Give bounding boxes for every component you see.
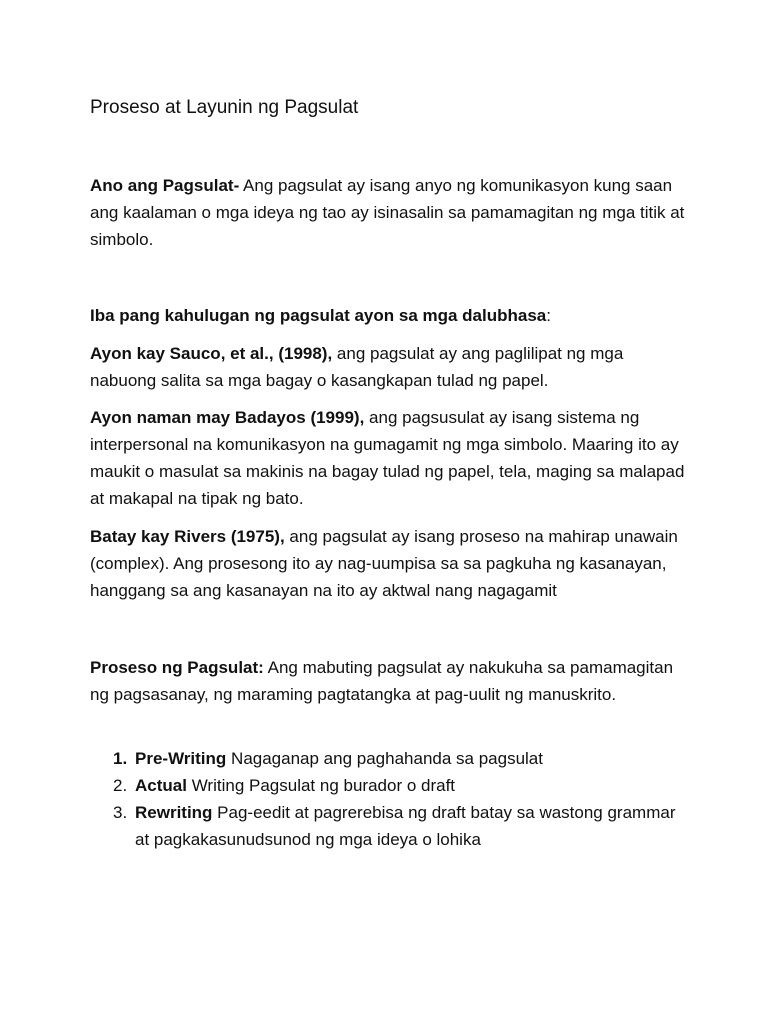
step-name: Pre-Writing bbox=[135, 749, 227, 768]
list-item bbox=[90, 799, 690, 853]
definition-text: Ang pagsulat ay isang anyo ng komunikasyon kung saan ang kaalaman o mga ideya ng tao ay isinasalin sa pamamagitan ng mga titik at simbolo. bbox=[90, 176, 685, 249]
step-text: Nagaganap ang paghahanda sa pagsulat bbox=[226, 749, 543, 768]
experts-heading-colon: : bbox=[546, 306, 551, 325]
list-item-number: 2. bbox=[113, 776, 128, 795]
process-text: Ang mabuting pagsulat ay nakukuha sa pamamagitan ng pagsasanay, ng maraming pagtatangka at pag-uulit ng manuskrito. bbox=[90, 658, 674, 704]
list-item bbox=[90, 772, 690, 799]
expert-text: ang pagsusulat ay isang sistema ng interpersonal na komunikasyon na gumagamit ng mga simbolo. Maaring ito ay maukit o masulat sa makinis na bagay tulad ng papel, tela, maging sa malapad at makapal na tipak ng bato. bbox=[90, 408, 685, 508]
process-steps-list bbox=[90, 745, 690, 853]
step-name: Actual bbox=[135, 776, 187, 795]
expert-source: Ayon kay Sauco, et al., (1998), bbox=[90, 344, 333, 363]
process-term: Proseso ng Pagsulat: bbox=[90, 658, 264, 677]
list-item-number: 3. bbox=[113, 803, 128, 822]
definition-paragraph bbox=[90, 172, 690, 253]
expert-source: Batay kay Rivers (1975), bbox=[90, 527, 285, 546]
experts-heading bbox=[90, 302, 690, 329]
step-text: Writing Pagsulat ng burador o draft bbox=[186, 776, 456, 795]
expert-text: ang pagsulat ay ang paglilipat ng mga nabuong salita sa mga bagay o kasangkapan tulad ng papel. bbox=[90, 344, 624, 390]
expert-paragraph-sauco bbox=[90, 340, 690, 394]
document-title: Proseso at Layunin ng Pagsulat bbox=[90, 97, 359, 118]
step-text: Pag-eedit at pagrerebisa ng draft batay sa wastong grammar at pagkakasunudsunod ng mga ideya o lohika bbox=[135, 803, 676, 849]
expert-text: ang pagsulat ay isang proseso na mahirap unawain (complex). Ang prosesong ito ay nag-uumpisa sa sa pagkuha ng kasanayan, hanggang sa ang kasanayan na ito ay aktwal nang nagagamit bbox=[90, 527, 678, 600]
list-item bbox=[90, 745, 690, 772]
process-paragraph bbox=[90, 654, 690, 708]
expert-source: Ayon naman may Badayos (1999), bbox=[90, 408, 365, 427]
expert-paragraph-rivers bbox=[90, 523, 690, 604]
list-item-number: 1. bbox=[113, 749, 128, 768]
definition-term: Ano ang Pagsulat- bbox=[90, 176, 240, 195]
expert-paragraph-badayos bbox=[90, 404, 690, 512]
step-name: Rewriting bbox=[135, 803, 213, 822]
experts-heading-bold: Iba pang kahulugan ng pagsulat ayon sa mga dalubhasa bbox=[90, 306, 547, 325]
